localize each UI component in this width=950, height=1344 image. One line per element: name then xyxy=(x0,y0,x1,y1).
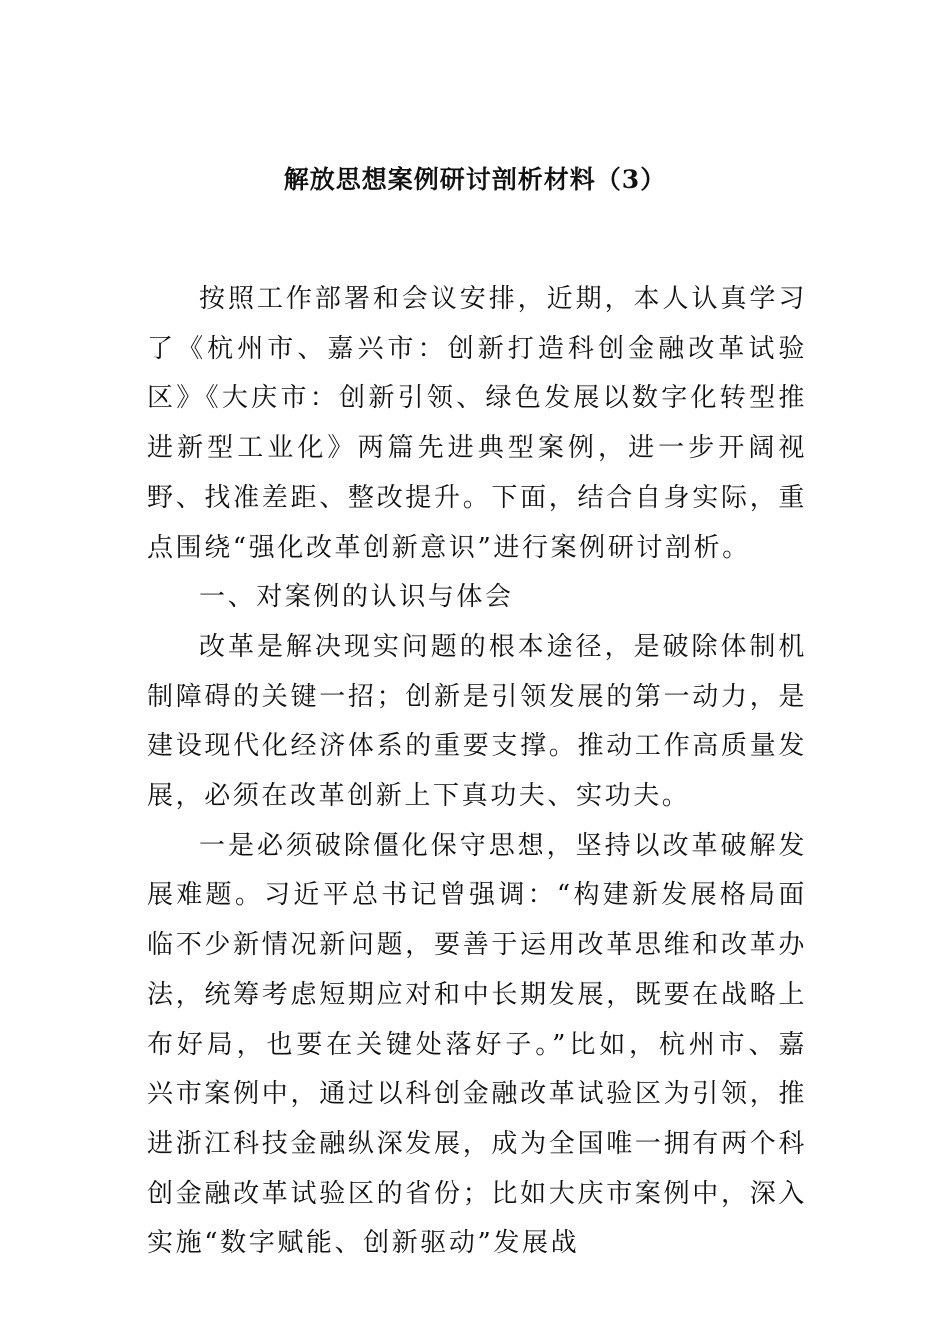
paragraph-reform: 改革是解决现实问题的根本途径，是破除体制机制障碍的关键一招；创新是引领发展的第一动力，是建设现代化经济体系的重要支撑。推动工作高质量发展，必须在改革创新上下真功夫、实功夫。 xyxy=(147,631,807,812)
paragraph-point-1: 一是必须破除僵化保守思想，坚持以改革破解发展难题。习近平总书记曾强调：“构建新发展格局面临不少新情况新问题，要善于运用改革思维和改革办法，统筹考虑短期应对和中长期发展，既要在战略上布好局，也要在关键处落好子。”比如，杭州市、嘉兴市案例中，通过以科创金融改革试验区为引领，推进浙江科技金融纵深发展，成为全国唯一拥有两个科创金融改革试验区的省份；比如大庆市案例中，深入实施“数字赋能、创新驱动”发展战 xyxy=(147,830,807,1259)
paragraph-intro: 按照工作部署和会议安排，近期，本人认真学习了《杭州市、嘉兴市：创新打造科创金融改革试验区》《大庆市：创新引领、绿色发展以数字化转型推进新型工业化》两篇先进典型案例，进一步开阔视野、找准差距、整改提升。下面，结合自身实际，重点围绕“强化改革创新意识”进行案例研讨剖析。 xyxy=(147,284,807,563)
section-heading-1: 一、对案例的认识与体会 xyxy=(199,582,514,613)
document-title: 解放思想案例研讨剖析材料（3） xyxy=(283,165,667,194)
document-body xyxy=(147,275,807,1269)
